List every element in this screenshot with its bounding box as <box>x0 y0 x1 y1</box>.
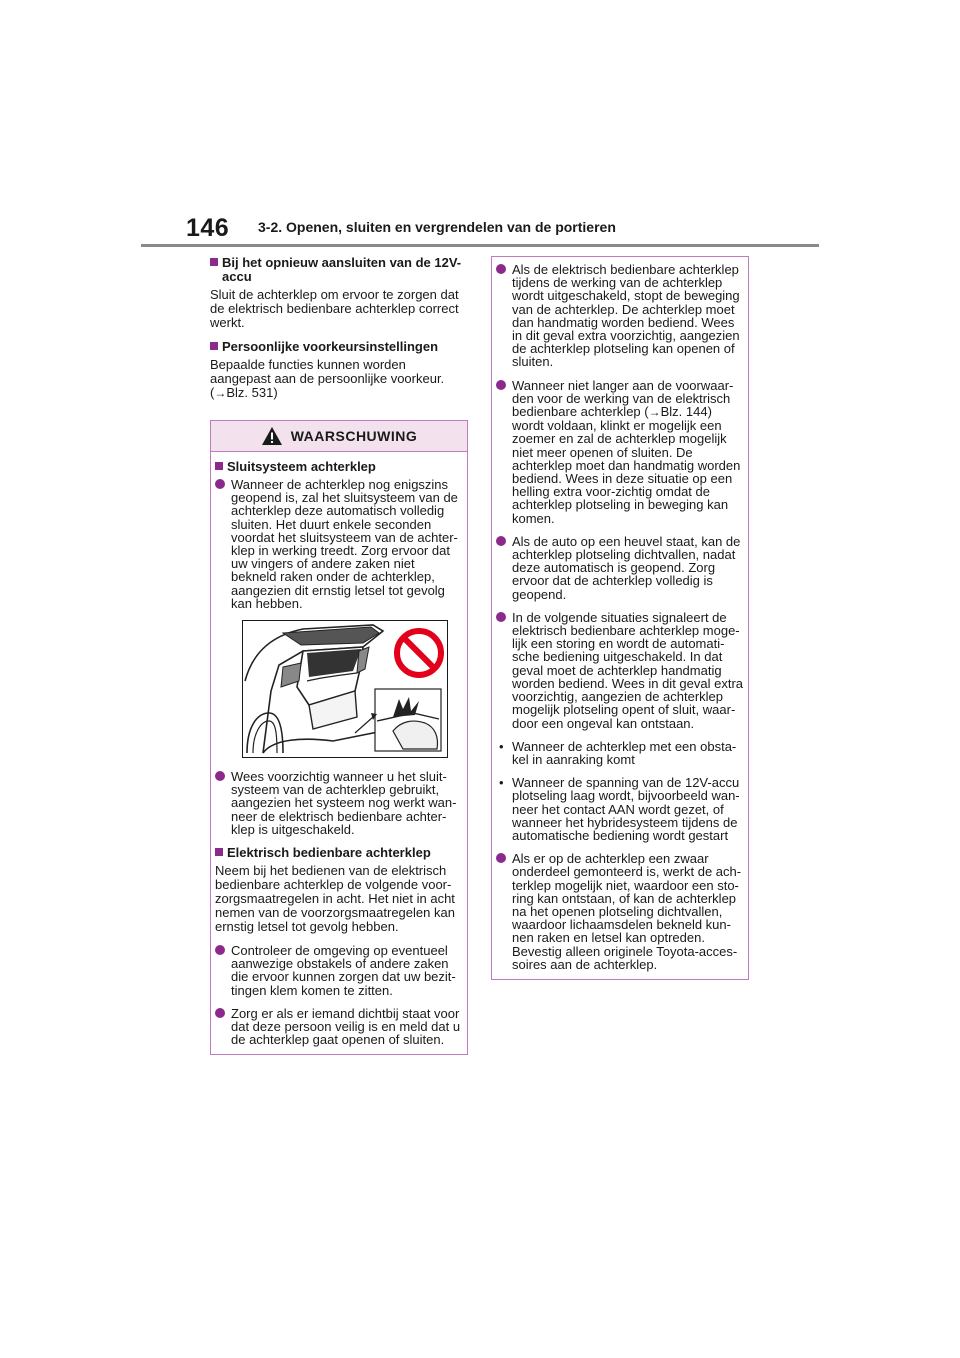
list-item <box>215 478 463 610</box>
warning-title: WAARSCHUWING <box>290 428 418 444</box>
list-item <box>496 611 744 730</box>
list-item <box>496 535 744 601</box>
heading-text: Persoonlijke voorkeursinstellingen <box>222 339 439 354</box>
heading-square-icon <box>215 462 223 470</box>
list-item-text: Wees voorzichtig wanneer u het sluit-systeem van de achterklep gebruikt, aangezien het systeem nog werkt wan-neer de elektrisch bedienbare achter-klep is uitgeschakeld. <box>231 769 457 837</box>
list-item-text: Zorg er als er iemand dichtbij staat voor dat deze persoon veilig is en meld dat u de achterklep gaat openen of sluiten. <box>231 1005 461 1048</box>
heading-reconnect-battery <box>210 256 468 284</box>
bullet-dot-icon <box>496 536 506 546</box>
bullet-dot-icon <box>215 945 225 955</box>
sub-list-item-text: Wanneer de achterklep met een obsta-kel in aanraking komt <box>512 738 737 767</box>
heading-square-icon <box>210 258 218 266</box>
text: Bepaalde functies kunnen worden aangepast aan de persoonlijke voorkeur. ( <box>210 357 445 400</box>
list-item <box>496 852 744 971</box>
list-item <box>215 770 463 836</box>
sub-bullet-icon: • <box>499 775 504 791</box>
bullet-dot-icon <box>496 380 506 390</box>
list-item <box>496 379 744 525</box>
header-rule <box>141 244 819 247</box>
heading-text: Bij het opnieuw aansluiten van de 12V-accu <box>222 255 462 284</box>
bullet-dot-icon <box>215 771 225 781</box>
sub-list-item <box>496 740 744 766</box>
bullet-dot-icon <box>496 264 506 274</box>
bullet-dot-icon <box>215 1008 225 1018</box>
list-item-text: Controleer de omgeving op eventueel aanwezige obstakels of andere zaken die ervoor kunnen zorgen dat uw bezit-tingen klem komen te zitten. <box>231 943 456 998</box>
list-item-text: In de volgende situaties signaleert de elektrisch bedienbare achterklep moge-lijk een storing en wordt de automati-sche bediening uitgeschakeld. In dat geval moet de achterklep handmatig worden bediend. Wees in dit geval extra voorzichtig, aangezien de achterklep mogelijk plotseling opent of sluit, waar-door een ongeval kan ontstaan. <box>512 609 744 731</box>
paragraph-precautions: Neem bij het bedienen van de elektrisch bedienbare achterklep de volgende voor-zorgsmaatregelen in acht. Het niet in acht nemen van de voorzorgsmaatregelen kan ernstig letsel tot gevolg hebben. <box>215 863 455 935</box>
arrow-right-icon: → <box>214 386 227 400</box>
warning-body <box>211 452 467 1054</box>
bullet-dot-icon <box>496 853 506 863</box>
text: Blz. 144) wordt voldaan, klinkt er mogelijk een zoemer en zal de achterklep mogelijk niet meer openen of sluiten. De achterklep moet dan handmatig worden bediend. Wees in deze situatie op een helling extra voor-zichtig omdat de achterklep plotseling in beweging kan komen. <box>512 404 741 526</box>
right-column <box>491 256 749 980</box>
heading-power-tailgate <box>215 846 463 860</box>
heading-square-icon <box>215 848 223 856</box>
list-item <box>215 944 463 997</box>
paragraph-reconnect: Sluit de achterklep om ervoor te zorgen dat de elektrisch bedienbare achterklep correct werkt. <box>210 287 459 330</box>
warning-triangle-icon <box>261 426 283 446</box>
prohibition-icon <box>397 631 441 675</box>
heading-closing-system <box>215 460 463 474</box>
list-item-text: Als de auto op een heuvel staat, kan de achterklep plotseling dichtvallen, nadat deze automatisch is geopend. Zorg ervoor dat de achterklep volledig is geopend. <box>512 533 741 602</box>
warning-box-continued <box>491 256 749 980</box>
sub-list-item <box>496 776 744 842</box>
bullet-dot-icon <box>215 479 225 489</box>
arrow-right-icon: → <box>648 405 661 420</box>
section-title: 3-2. Openen, sluiten en vergrendelen van de portieren <box>258 219 616 235</box>
list-item <box>496 263 744 369</box>
left-column <box>210 256 468 1055</box>
tailgate-illustration <box>242 620 448 758</box>
paragraph-personal-settings <box>210 358 468 400</box>
list-item <box>215 1007 463 1047</box>
heading-personal-settings <box>210 340 468 354</box>
page-reference: Blz. 531) <box>226 385 278 400</box>
list-item-text: Als de elektrisch bedienbare achterklep tijdens de werking van de achterklep wordt uitgeschakeld, stopt de beweging van de achterklep. De achterklep moet dan handmatig worden bediend. Wees in dit geval extra voorzichtig, aangezien de achterklep plotseling kan openen of sluiten. <box>512 262 740 370</box>
warning-header <box>211 421 467 452</box>
list-item-text: Wanneer de achterklep nog enigszins geopend is, zal het sluitsysteem van de achterklep deze automatisch volledig sluiten. Het duurt enkele seconden voordat het sluitsysteem van de achter-klep in werking treedt. Zorg ervoor dat uw vingers of andere zaken niet bekneld raken onder de achterklep, aangezien dit ernstig letsel tot gevolg kan hebben. <box>231 477 458 611</box>
bullet-dot-icon <box>496 612 506 622</box>
page-number: 146 <box>186 214 230 242</box>
heading-square-icon <box>210 342 218 350</box>
warning-box <box>210 420 468 1055</box>
car-tailgate-drawing <box>243 621 447 757</box>
sub-bullet-icon: • <box>499 738 504 754</box>
sub-list-item-text: Wanneer de spanning van de 12V-accu plotseling laag wordt, bijvoorbeeld wan-neer het contact AAN wordt gezet, of wanneer het hybridesysteem tijdens de automatische bediening wordt gestart <box>512 775 740 843</box>
list-item-text: Als er op de achterklep een zwaar onderdeel gemonteerd is, werkt de ach-terklep mogelijk niet, waardoor een sto-ring kan ontstaan, of kan de achterklep na het openen plotseling dichtvallen, waardoor lichaamsdelen bekneld kun-nen raken en letsel kan optreden. Bevestig alleen originele Toyota-acces-soires aan de achterklep. <box>512 851 742 972</box>
text: Wanneer niet langer aan de voorwaar-den voor de werking van de elektrisch bedienbare achterklep ( <box>512 377 734 420</box>
heading-text: Sluitsysteem achterklep <box>227 459 376 474</box>
heading-text: Elektrisch bedienbare achterklep <box>227 845 431 861</box>
list-item-text <box>512 378 740 526</box>
